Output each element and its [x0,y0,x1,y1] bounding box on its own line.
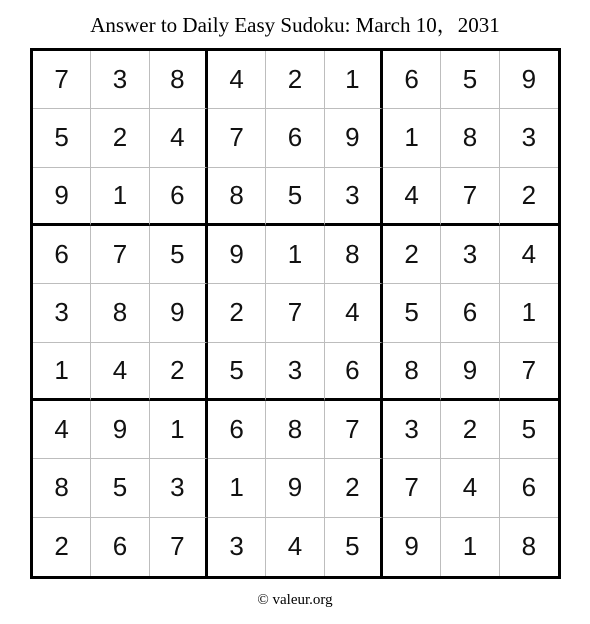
sudoku-cell[interactable]: 9 [150,284,208,342]
sudoku-cell[interactable]: 6 [500,459,558,517]
sudoku-cell[interactable]: 2 [91,109,149,167]
sudoku-cell[interactable]: 8 [441,109,499,167]
sudoku-cell[interactable]: 7 [33,51,91,109]
sudoku-cell[interactable]: 8 [521,531,537,562]
sudoku-cell[interactable]: 7 [150,518,208,576]
sudoku-cell[interactable]: 2 [33,518,91,576]
sudoku-cell[interactable]: 1 [150,401,208,459]
page-title: Answer to Daily Easy Sudoku: March 10，2031 [90,13,500,37]
sudoku-cell[interactable]: 9 [441,343,499,401]
sudoku-cell[interactable]: 6 [33,226,91,284]
sudoku-cell[interactable]: 5 [208,343,266,401]
sudoku-cell[interactable]: 1 [441,518,499,576]
sudoku-cell[interactable]: 2 [383,226,441,284]
sudoku-cell[interactable]: 1 [500,284,558,342]
sudoku-cell[interactable]: 9 [208,226,266,284]
sudoku-cell[interactable]: 2 [150,343,208,401]
sudoku-cell[interactable]: 5 [150,226,208,284]
sudoku-cell[interactable]: 9 [33,168,91,226]
sudoku-cell[interactable]: 5 [266,168,324,226]
sudoku-cell[interactable]: 8 [208,168,266,226]
sudoku-cell[interactable]: 2 [266,51,324,109]
sudoku-cell[interactable]: 7 [208,109,266,167]
sudoku-cell[interactable]: 4 [33,401,91,459]
sudoku-grid [30,48,561,579]
sudoku-cell[interactable]: 6 [325,343,383,401]
sudoku-cell[interactable]: 4 [500,226,558,284]
sudoku-cell[interactable]: 4 [383,168,441,226]
sudoku-cell[interactable]: 4 [441,459,499,517]
sudoku-cell[interactable]: 3 [325,168,383,226]
copyright-footer: © valeur.org [257,592,333,608]
sudoku-cell[interactable]: 9 [325,109,383,167]
sudoku-cell[interactable]: 6 [383,51,441,109]
sudoku-cell[interactable]: 5 [33,109,91,167]
sudoku-cell[interactable]: 8 [150,51,208,109]
sudoku-cell[interactable]: 4 [266,518,324,576]
sudoku-cell[interactable]: 3 [500,109,558,167]
sudoku-cell[interactable]: 2 [325,459,383,517]
sudoku-cell[interactable]: 5 [383,284,441,342]
sudoku-cell[interactable]: 9 [500,51,558,109]
sudoku-cell[interactable]: 4 [91,343,149,401]
sudoku-cell[interactable]: 5 [500,401,558,459]
sudoku-cell[interactable]: 9 [266,459,324,517]
sudoku-cell[interactable]: 2 [441,401,499,459]
sudoku-cell[interactable]: 1 [325,51,383,109]
sudoku-cell[interactable]: 7 [500,343,558,401]
sudoku-cell[interactable]: 2 [500,168,558,226]
sudoku-cell[interactable]: 6 [150,168,208,226]
sudoku-cell[interactable]: 8 [325,226,383,284]
sudoku-cell[interactable]: 1 [266,226,324,284]
sudoku-cell[interactable]: 6 [208,401,266,459]
sudoku-cell[interactable]: 6 [441,284,499,342]
sudoku-cell[interactable]: 8 [266,401,324,459]
sudoku-cell[interactable]: 7 [383,459,441,517]
sudoku-cell[interactable]: 3 [91,51,149,109]
sudoku-cell[interactable]: 8 [33,459,91,517]
sudoku-cell[interactable]: 5 [441,51,499,109]
sudoku-cell[interactable]: 3 [150,459,208,517]
sudoku-cell[interactable]: 7 [325,401,383,459]
sudoku-cell[interactable]: 5 [91,459,149,517]
sudoku-cell[interactable]: 8 [383,343,441,401]
sudoku-cell[interactable]: 1 [208,459,266,517]
sudoku-cell[interactable]: 4 [208,51,266,109]
sudoku-cell[interactable]: 3 [441,226,499,284]
sudoku-cell[interactable]: 4 [150,109,208,167]
sudoku-cell[interactable]: 1 [91,168,149,226]
sudoku-cell[interactable]: 1 [33,343,91,401]
sudoku-cell[interactable]: 3 [208,518,266,576]
sudoku-cell[interactable]: 5 [325,518,383,576]
sudoku-cell[interactable]: 3 [266,343,324,401]
sudoku-cell[interactable]: 2 [208,284,266,342]
sudoku-cell[interactable]: 1 [383,109,441,167]
sudoku-cell[interactable]: 8 [91,284,149,342]
sudoku-cell[interactable]: 9 [91,401,149,459]
sudoku-cell[interactable]: 7 [441,168,499,226]
sudoku-cell[interactable]: 4 [325,284,383,342]
sudoku-cell[interactable]: 7 [91,226,149,284]
sudoku-cell[interactable]: 9 [383,518,441,576]
sudoku-cell[interactable]: 6 [91,518,149,576]
sudoku-cell[interactable]: 6 [266,109,324,167]
sudoku-cell[interactable]: 7 [266,284,324,342]
sudoku-cell[interactable]: 3 [33,284,91,342]
sudoku-cell[interactable]: 3 [383,401,441,459]
